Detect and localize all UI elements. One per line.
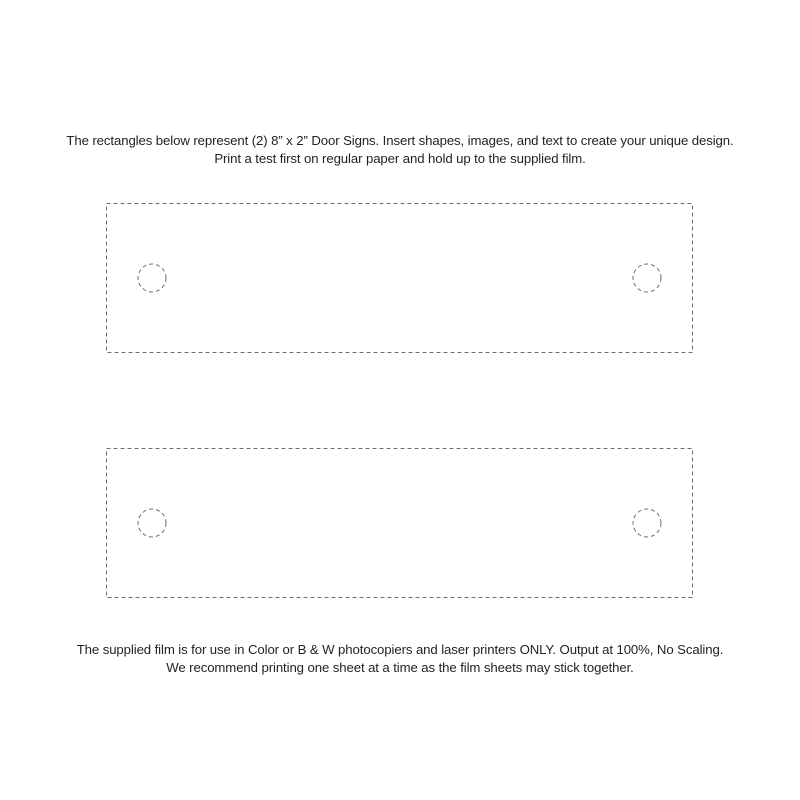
door-sign-outline xyxy=(106,203,693,353)
instructions-line-2: Print a test first on regular paper and hold up to the supplied film. xyxy=(214,151,586,166)
footer-line-1: The supplied film is for use in Color or B & W photocopiers and laser printers ONLY. Output at 100%, No Scaling. xyxy=(76,642,724,657)
sign-border xyxy=(107,449,693,598)
instructions-line-1: The rectangles below represent (2) 8” x 2” Door Signs. Insert shapes, images, and text to create your unique design. xyxy=(66,133,734,148)
mounting-hole-right xyxy=(633,264,661,292)
bottom-instructions xyxy=(0,641,800,677)
footer-line-2: We recommend printing one sheet at a time as the film sheets may stick together. xyxy=(166,660,634,675)
mounting-hole-left xyxy=(138,264,166,292)
mounting-hole-left xyxy=(138,509,166,537)
door-sign-template-1 xyxy=(106,203,693,353)
sign-border xyxy=(107,204,693,353)
top-instructions xyxy=(0,132,800,168)
mounting-hole-right xyxy=(633,509,661,537)
door-sign-template-2 xyxy=(106,448,693,598)
door-sign-outline xyxy=(106,448,693,598)
